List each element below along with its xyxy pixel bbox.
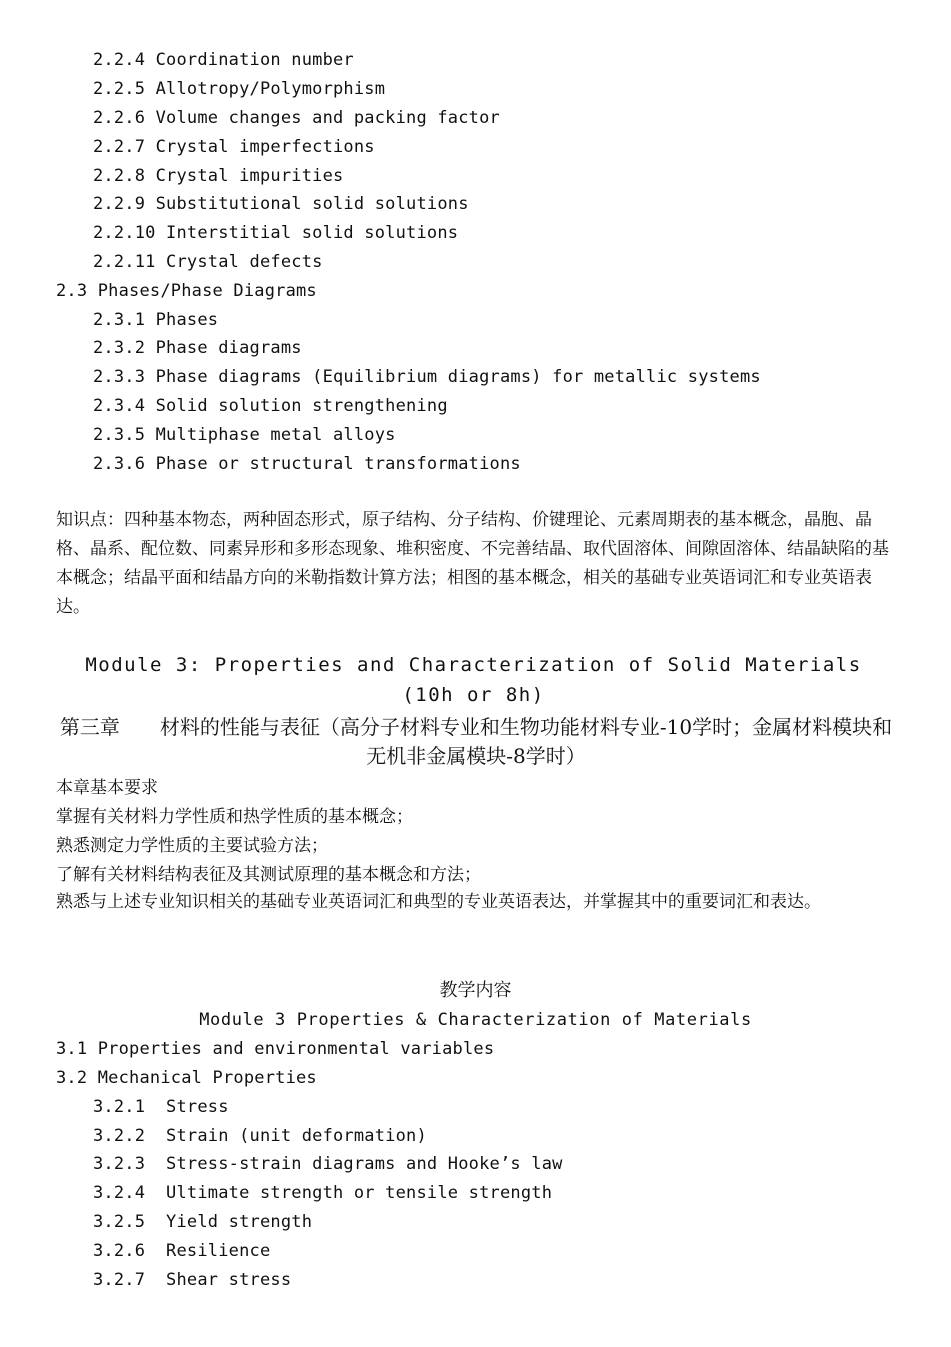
outline-item: 3.2.3 Stress-strain diagrams and Hooke’s law	[93, 1154, 563, 1174]
outline-item: 2.3.6 Phase or structural transformations	[93, 454, 521, 474]
requirement-item: 熟悉测定力学性质的主要试验方法；	[56, 836, 328, 856]
requirement-item: 掌握有关材料力学性质和热学性质的基本概念；	[56, 807, 413, 827]
outline-item: 2.2.7 Crystal imperfections	[93, 137, 375, 157]
outline-section-heading: 2.3 Phases/Phase Diagrams	[56, 281, 317, 301]
outline-section-heading: 3.1 Properties and environmental variables	[56, 1039, 495, 1059]
outline-item: 2.2.11 Crystal defects	[93, 252, 323, 272]
teaching-content-heading: 教学内容	[439, 980, 512, 1001]
outline-item: 2.3.1 Phases	[93, 310, 219, 330]
requirement-item: 熟悉与上述专业知识相关的基础专业英语词汇和典型的专业英语表达，并掌握其中的重要词汇和表达。	[56, 892, 821, 912]
outline-item: 3.2.6 Resilience	[93, 1241, 271, 1261]
outline-item: 2.2.4 Coordination number	[93, 50, 354, 70]
outline-item: 2.2.10 Interstitial solid solutions	[93, 223, 459, 243]
requirement-item: 了解有关材料结构表征及其测试原理的基本概念和方法；	[56, 865, 481, 885]
requirements-heading: 本章基本要求	[56, 778, 158, 798]
outline-item: 2.3.2 Phase diagrams	[93, 338, 302, 358]
outline-section-heading: 3.2 Mechanical Properties	[56, 1068, 317, 1088]
outline-item: 2.2.6 Volume changes and packing factor	[93, 108, 500, 128]
outline-item: 3.2.4 Ultimate strength or tensile strength	[93, 1183, 553, 1203]
outline-item: 3.2.5 Yield strength	[93, 1212, 313, 1232]
outline-item: 2.2.5 Allotropy/Polymorphism	[93, 79, 386, 99]
knowledge-points-paragraph: 知识点：四种基本物态，两种固态形式，原子结构、分子结构、价键理论、元素周期表的基本概念，晶胞、晶格、晶系、配位数、同素异形和多形态现象、堆积密度、不完善结晶、取代固溶体、间隙固溶体、结晶缺陷的基本概念；结晶平面和结晶方向的米勒指数计算方法；相图的基本概念，相关的基础专业英语词汇和专业英语表达。	[56, 510, 889, 617]
chapter-title: 第三章 材料的性能与表征（高分子材料专业和生物功能材料专业-10学时；金属材料模块和无机非金属模块-8学时）	[59, 715, 893, 768]
outline-item: 3.2.1 Stress	[93, 1097, 229, 1117]
module-title: Module 3: Properties and Characterization of Solid Materials (10h or 8h)	[85, 654, 862, 706]
outline-item: 3.2.7 Shear stress	[93, 1270, 292, 1290]
outline-item: 2.3.5 Multiphase metal alloys	[93, 425, 396, 445]
teaching-module-title: Module 3 Properties & Characterization of Materials	[199, 1010, 752, 1030]
outline-item: 2.2.8 Crystal impurities	[93, 166, 344, 186]
outline-item: 2.3.3 Phase diagrams (Equilibrium diagrams) for metallic systems	[93, 367, 761, 387]
outline-item: 2.3.4 Solid solution strengthening	[93, 396, 448, 416]
outline-item: 2.2.9 Substitutional solid solutions	[93, 194, 469, 214]
outline-item: 3.2.2 Strain (unit deformation)	[93, 1126, 427, 1146]
